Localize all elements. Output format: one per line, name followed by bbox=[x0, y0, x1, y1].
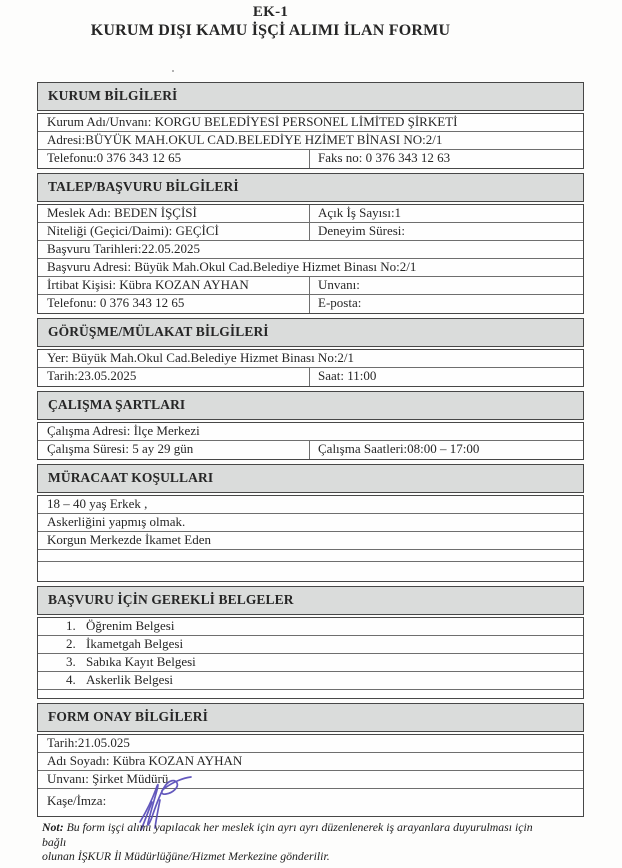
table-row bbox=[38, 277, 583, 295]
row-right-cell: Faks no: 0 376 343 12 63 bbox=[318, 150, 451, 165]
form-title-block bbox=[0, 4, 541, 40]
list-item: Askerlik Belgesi bbox=[86, 672, 174, 687]
row-text: Adı Soyadı: Kübra KOZAN AYHAN bbox=[47, 753, 243, 768]
row-left-cell: Telefonu:0 376 343 12 65 bbox=[38, 150, 310, 168]
row-text: Kaşe/İmza: bbox=[47, 793, 107, 808]
row-text: 18 – 40 yaş Erkek , bbox=[47, 496, 148, 511]
section-header: ÇALIŞMA ŞARTLARI bbox=[37, 391, 584, 420]
row-right-cell: Çalışma Saatleri:08:00 – 17:00 bbox=[318, 441, 480, 456]
list-number: 1. bbox=[66, 618, 76, 633]
table-row bbox=[38, 423, 583, 441]
row-right-cell: Açık İş Sayısı:1 bbox=[318, 205, 402, 220]
section-body bbox=[37, 617, 584, 699]
section-header: GÖRÜŞME/MÜLAKAT BİLGİLERİ bbox=[37, 318, 584, 347]
row-left-cell: Niteliği (Geçici/Daimi): GEÇİCİ bbox=[38, 223, 310, 240]
section-body bbox=[37, 422, 584, 460]
section-gorusme-mulakat bbox=[37, 318, 584, 387]
scan-artifact-speck bbox=[172, 70, 174, 72]
section-body bbox=[37, 734, 584, 817]
table-row bbox=[38, 114, 583, 132]
table-row-empty bbox=[38, 550, 583, 562]
table-row bbox=[38, 295, 583, 313]
list-item: Sabıka Kayıt Belgesi bbox=[86, 654, 196, 669]
table-row-kase-imza bbox=[38, 789, 583, 816]
table-row-empty bbox=[38, 562, 583, 581]
table-row bbox=[38, 753, 583, 771]
list-number: 4. bbox=[66, 672, 76, 687]
footnote-label: Not: bbox=[42, 820, 64, 834]
footnote-line2: olunan İŞKUR İl Müdürlüğüne/Hizmet Merkezine gönderilir. bbox=[42, 849, 330, 863]
section-kurum-bilgileri bbox=[37, 82, 584, 169]
table-row bbox=[38, 350, 583, 368]
section-form-onay bbox=[37, 703, 584, 817]
section-body bbox=[37, 349, 584, 387]
section-header: BAŞVURU İÇİN GEREKLİ BELGELER bbox=[37, 586, 584, 615]
row-right-cell: Unvanı: bbox=[318, 277, 360, 292]
table-row bbox=[38, 735, 583, 753]
section-body bbox=[37, 495, 584, 582]
section-calisma-sartlari bbox=[37, 391, 584, 460]
section-header: TALEP/BAŞVURU BİLGİLERİ bbox=[37, 173, 584, 202]
section-header: MÜRACAAT KOŞULLARI bbox=[37, 464, 584, 493]
row-text: Tarih:21.05.025 bbox=[47, 735, 130, 750]
row-text: Unvanı: Şirket Müdürü bbox=[47, 771, 169, 786]
row-text: Çalışma Adresi: İlçe Merkezi bbox=[47, 423, 200, 438]
table-row bbox=[38, 654, 583, 672]
row-left-cell: Tarih:23.05.2025 bbox=[38, 368, 310, 386]
footnote bbox=[42, 820, 547, 864]
table-row bbox=[38, 132, 583, 150]
form-code: EK-1 bbox=[252, 4, 289, 20]
table-row bbox=[38, 672, 583, 690]
row-text: Korgun Merkezde İkamet Eden bbox=[47, 532, 212, 547]
table-row bbox=[38, 532, 583, 550]
row-left-cell: Telefonu: 0 376 343 12 65 bbox=[38, 295, 310, 313]
row-left-cell: Meslek Adı: BEDEN İŞÇİSİ bbox=[38, 205, 310, 222]
table-row bbox=[38, 368, 583, 386]
form-table bbox=[37, 82, 584, 821]
row-text: Askerliğini yapmış olmak. bbox=[47, 514, 186, 529]
section-body bbox=[37, 113, 584, 169]
section-header: FORM ONAY BİLGİLERİ bbox=[37, 703, 584, 732]
section-gerekli-belgeler bbox=[37, 586, 584, 699]
table-row bbox=[38, 205, 583, 223]
footnote-line1: Bu form işçi alımı yapılacak her meslek için ayrı ayrı düzenlenerek iş arayanlara duyurulması için bağlı bbox=[42, 820, 533, 849]
list-number: 3. bbox=[66, 654, 76, 669]
section-body bbox=[37, 204, 584, 314]
row-left-cell: Çalışma Süresi: 5 ay 29 gün bbox=[38, 441, 310, 459]
table-row bbox=[38, 496, 583, 514]
row-right-cell: E-posta: bbox=[318, 295, 362, 310]
list-item: Öğrenim Belgesi bbox=[86, 618, 175, 633]
table-row bbox=[38, 514, 583, 532]
row-right-cell: Deneyim Süresi: bbox=[318, 223, 406, 238]
table-row bbox=[38, 150, 583, 168]
row-text: Adresi:BÜYÜK MAH.OKUL CAD.BELEDİYE HZİMET BİNASI NO:2/1 bbox=[47, 132, 443, 147]
section-talep-basvuru bbox=[37, 173, 584, 314]
row-text: Başvuru Adresi: Büyük Mah.Okul Cad.Belediye Hizmet Binası No:2/1 bbox=[47, 259, 417, 274]
page-title: KURUM DIŞI KAMU İŞÇİ ALIMI İLAN FORMU bbox=[90, 22, 451, 39]
row-text: Kurum Adı/Unvanı: KORGU BELEDİYESİ PERSONEL LİMİTED ŞİRKETİ bbox=[47, 114, 458, 129]
table-row bbox=[38, 636, 583, 654]
row-text: Yer: Büyük Mah.Okul Cad.Belediye Hizmet Binası No:2/1 bbox=[47, 350, 355, 365]
section-muracaat-kosullari bbox=[37, 464, 584, 582]
list-number: 2. bbox=[66, 636, 76, 651]
section-header: KURUM BİLGİLERİ bbox=[37, 82, 584, 111]
table-row bbox=[38, 618, 583, 636]
row-right-cell: Saat: 11:00 bbox=[318, 368, 377, 383]
list-item: İkametgah Belgesi bbox=[86, 636, 184, 651]
row-text: Başvuru Tarihleri:22.05.2025 bbox=[47, 241, 201, 256]
row-left-cell: İrtibat Kişisi: Kübra KOZAN AYHAN bbox=[38, 277, 310, 294]
table-row bbox=[38, 223, 583, 241]
table-row bbox=[38, 259, 583, 277]
table-row bbox=[38, 441, 583, 459]
table-row bbox=[38, 771, 583, 789]
table-row-empty bbox=[38, 690, 583, 698]
table-row bbox=[38, 241, 583, 259]
